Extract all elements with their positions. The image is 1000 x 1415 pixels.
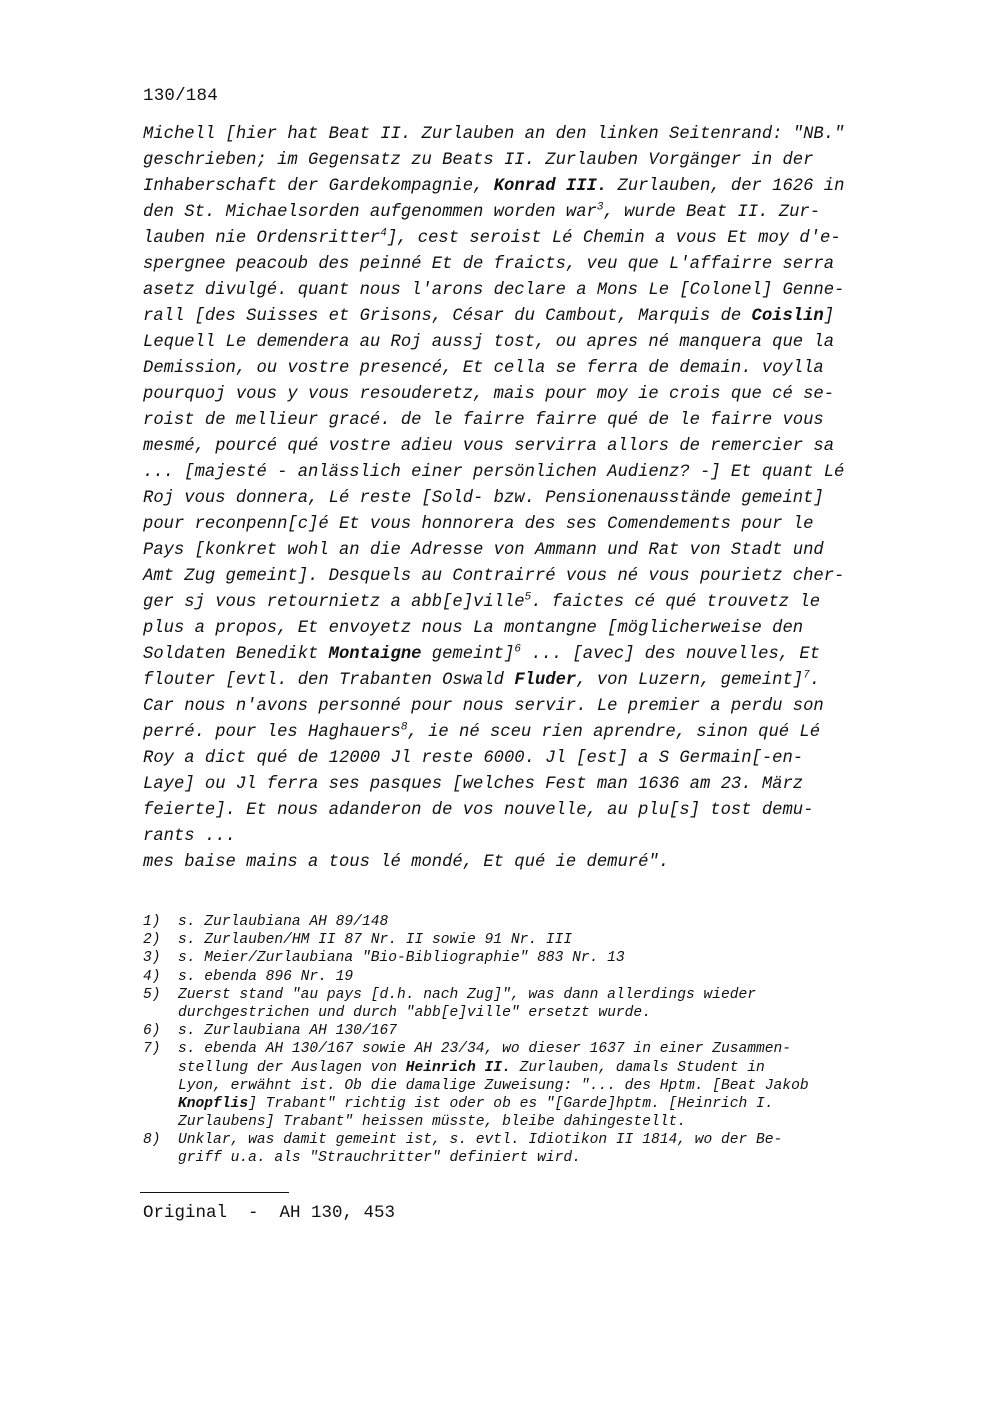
footnote-marker: 6: [514, 643, 521, 656]
footnote-line: [143, 1022, 943, 1040]
text-segment: 6) s. Zurlaubiana AH 130/167: [143, 1023, 397, 1040]
text-segment: mes baise mains a tous lé mondé, Et qué ie demuré".: [143, 853, 670, 872]
page-number: 130/184: [143, 86, 218, 106]
footnote-marker: 5: [524, 591, 532, 604]
body-line: [143, 382, 923, 408]
text-segment: Lequell Le demendera au Roj aussj tost, ou apres né manquera que la: [143, 333, 835, 352]
footnote-line: [143, 986, 943, 1004]
text-segment: Soldaten Benedikt: [143, 645, 329, 664]
text-segment: spergnee peacoub des peinné Et de fraicts, veu que L'affairre serra: [143, 255, 835, 274]
text-segment: mesmé, pourcé qué vostre adieu vous servirra allors de remercier sa: [143, 437, 835, 456]
footnote-line: [143, 1077, 943, 1095]
text-segment: Roy a dict qué de 12000 Jl reste 6000. Jl [est] a S Germain[-en-: [143, 749, 804, 768]
text-segment: perré. pour les Haghauers: [143, 723, 401, 742]
text-segment: , von Luzern, gemeint]: [576, 671, 804, 690]
text-segment: rall [des Suisses et Grisons, César du Cambout, Marquis de: [143, 307, 752, 326]
footnotes: [143, 913, 943, 1168]
body-line: [143, 824, 923, 850]
text-segment: Zurlauben, damals Student in: [510, 1059, 765, 1076]
text-segment: , ie né sceu rien aprendre, sinon qué Lé: [407, 723, 821, 742]
footnote-line: [143, 1040, 943, 1058]
text-segment: Amt Zug gemeint]. Desquels au Contrairré vous né vous pourietz cher-: [143, 567, 845, 586]
body-line: [143, 226, 923, 252]
text-segment: Michell [hier hat Beat II. Zurlauben an den linken Seitenrand: "NB.": [143, 125, 845, 144]
footnote-line: [143, 1059, 943, 1077]
footnote-line: [143, 968, 943, 986]
text-segment: Demission, ou vostre presencé, Et cella se ferra de demain. voylla: [143, 359, 824, 378]
text-segment: Lyon, erwähnt ist. Ob die damalige Zuweisung: "... des Hptm. [Beat Jakob: [143, 1077, 809, 1094]
body-line: [143, 746, 923, 772]
bold-name: Heinrich II.: [405, 1059, 511, 1076]
text-segment: 1) s. Zurlaubiana AH 89/148: [143, 914, 389, 930]
text-segment: 4) s. ebenda 896 Nr. 19: [143, 968, 354, 985]
body-line: [143, 798, 923, 824]
text-segment: griff u.a. als "Strauchritter" definiert wird.: [143, 1150, 581, 1167]
footnote-divider: [140, 1192, 289, 1193]
text-segment: ger sj vous retournietz a abb[e]ville: [143, 593, 525, 612]
body-line: [143, 590, 923, 616]
text-segment: Zurlauben, der 1626 in: [607, 177, 845, 196]
footnote-marker: 7: [803, 669, 810, 682]
body-line: [143, 356, 923, 382]
body-line: [143, 304, 923, 330]
text-segment: . faictes cé qué trouvetz le: [531, 593, 821, 612]
body-line: [143, 720, 923, 746]
text-segment: Inhaberschaft der Gardekompagnie,: [143, 177, 494, 196]
text-segment: Zurlaubens] Trabant" heissen müsste, bleibe dahingestellt.: [143, 1114, 686, 1131]
body-line: [143, 148, 923, 174]
text-segment: Laye] ou Jl ferra ses pasques [welches Fest man 1636 am 23. März: [143, 775, 804, 794]
text-segment: geschrieben; im Gegensatz zu Beats II. Zurlauben Vorgänger in der: [143, 151, 814, 170]
bold-name: Coislin: [751, 307, 824, 326]
footnote-line: [143, 1131, 943, 1149]
text-segment: 8) Unklar, was damit gemeint ist, s. evtl. Idiotikon II 1814, wo der Be-: [143, 1132, 783, 1149]
body-line: [143, 564, 923, 590]
text-segment: ... [majesté - anlässlich einer persönlichen Audienz? -] Et quant Lé: [143, 463, 845, 482]
footnote-line: [143, 913, 943, 931]
body-line: [143, 434, 923, 460]
text-segment: feierte]. Et nous adanderon de vos nouvelle, au plu[s] tost demu-: [143, 801, 814, 820]
footnote-line: [143, 1113, 943, 1131]
body-line: [143, 512, 923, 538]
body-line: [143, 122, 923, 148]
text-segment: 7) s. ebenda AH 130/167 sowie AH 23/34, wo dieser 1637 in einer Zusammen-: [143, 1041, 792, 1058]
footnote-marker: 8: [400, 721, 408, 734]
bold-name: Knopflis: [178, 1095, 249, 1112]
body-line: [143, 460, 923, 486]
footnote-line: [143, 931, 943, 949]
text-segment: [143, 1096, 178, 1112]
text-segment: flouter [evtl. den Trabanten Oswald: [143, 671, 515, 690]
text-segment: 5) Zuerst stand "au pays [d.h. nach Zug]", was dann allerdings wieder: [143, 986, 757, 1003]
body-line: [143, 772, 923, 798]
footnote-line: [143, 1149, 943, 1167]
source-reference: Original - AH 130, 453: [143, 1203, 396, 1223]
body-line: [143, 668, 923, 694]
text-segment: .: [809, 671, 821, 690]
bold-name: Konrad III.: [493, 177, 608, 196]
text-segment: ]: [823, 307, 835, 326]
footnote-line: [143, 949, 943, 967]
text-segment: rants ...: [143, 827, 236, 846]
body-line: [143, 330, 923, 356]
text-segment: ... [avec] des nouvelles, Et: [520, 645, 821, 664]
text-segment: , wurde Beat II. Zur-: [603, 203, 821, 222]
body-line: [143, 694, 923, 720]
text-segment: 2) s. Zurlauben/HM II 87 Nr. II sowie 91 Nr. III: [143, 932, 573, 949]
text-segment: ] Trabant" richtig ist oder ob es "[Garde]hptm. [Heinrich I.: [248, 1095, 774, 1112]
text-segment: lauben nie Ordensritter: [143, 229, 381, 248]
body-line: [143, 200, 923, 226]
text-segment: 3) s. Meier/Zurlaubiana "Bio-Bibliographie" 883 Nr. 13: [143, 950, 625, 967]
body-line: [143, 174, 923, 200]
footnote-marker: 3: [596, 201, 604, 214]
footnote-line: [143, 1004, 943, 1022]
footnote-line: [143, 1095, 943, 1113]
text-segment: Roj vous donnera, Lé reste [Sold- bzw. Pensionenausstände gemeint]: [143, 489, 824, 508]
text-segment: gemeint]: [421, 645, 515, 664]
body-line: [143, 486, 923, 512]
footnote-marker: 4: [380, 227, 387, 240]
text-segment: pour reconpenn[c]é Et vous honnorera des ses Comendements pour le: [143, 515, 814, 534]
text-segment: ], cest seroist Lé Chemin a vous Et moy d'e-: [386, 229, 841, 248]
text-segment: den St. Michaelsorden aufgenommen worden war: [143, 203, 597, 222]
text-segment: durchgestrichen und durch "abb[e]ville" ersetzt wurde.: [143, 1004, 651, 1021]
body-line: [143, 278, 923, 304]
text-segment: roist de mellieur gracé. de le fairre fairre qué de le fairre vous: [143, 411, 824, 430]
body-line: [143, 850, 923, 876]
text-segment: plus a propos, Et envoyetz nous La montangne [möglicherweise den: [143, 619, 804, 638]
body-line: [143, 408, 923, 434]
text-segment: stellung der Auslagen von: [143, 1059, 406, 1076]
body-line: [143, 538, 923, 564]
text-segment: Pays [konkret wohl an die Adresse von Ammann und Rat von Stadt und: [143, 541, 824, 560]
text-segment: pourquoj vous y vous resouderetz, mais pour moy ie crois que cé se-: [143, 385, 835, 404]
bold-name: Fluder: [514, 671, 577, 690]
body-line: [143, 252, 923, 278]
text-segment: asetz divulgé. quant nous l'arons declare a Mons Le [Colonel] Genne-: [143, 281, 845, 300]
body-text: [143, 122, 923, 876]
body-line: [143, 642, 923, 668]
body-line: [143, 616, 923, 642]
bold-name: Montaigne: [328, 645, 422, 664]
text-segment: Car nous n'avons personné pour nous servir. Le premier a perdu son: [143, 697, 824, 716]
